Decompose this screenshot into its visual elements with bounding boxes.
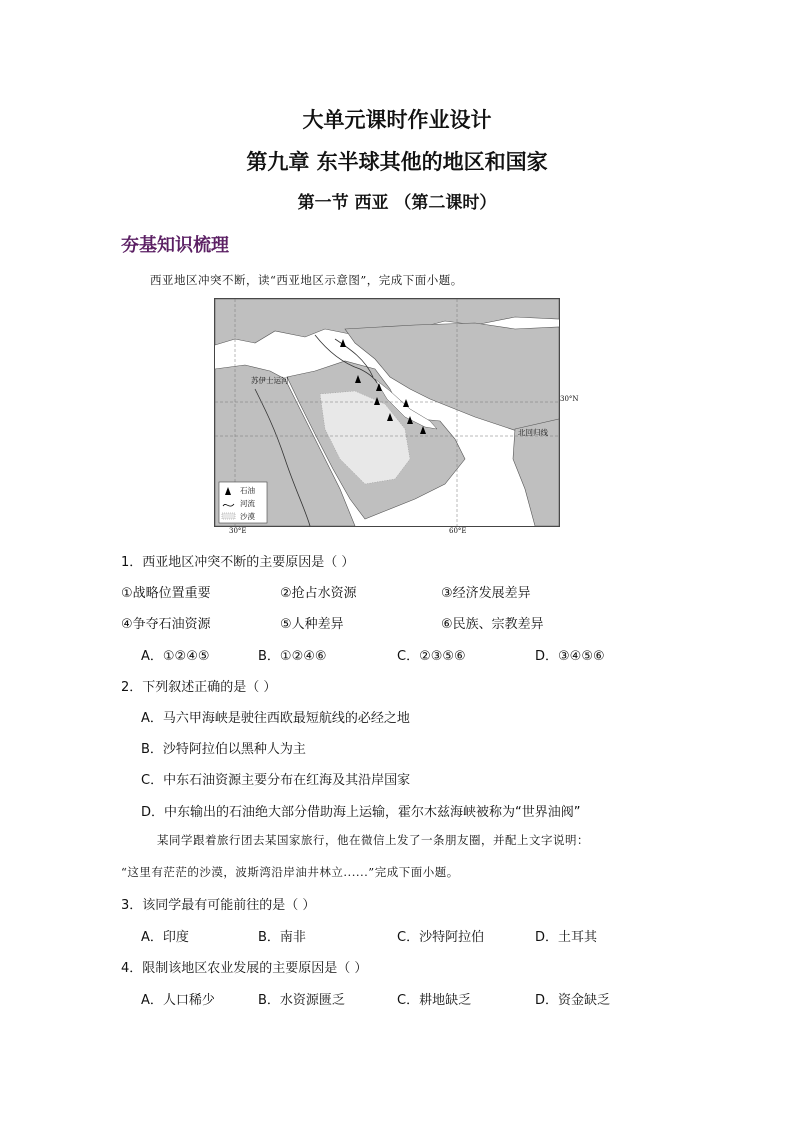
legend-label-desert: 沙漠 — [240, 512, 255, 521]
q1-item: ⑥民族、宗教差异 — [441, 617, 544, 632]
q4-stem: 4．限制该地区农业发展的主要原因是（ ） — [121, 961, 368, 976]
q4-choice-d[interactable]: D．资金缺乏 — [535, 993, 611, 1008]
q1-item: ③经济发展差异 — [441, 586, 531, 601]
q4-choice-b[interactable]: B．水资源匮乏 — [258, 993, 345, 1008]
q3-stem: 3．该同学最有可能前往的是（ ） — [121, 898, 316, 913]
q1-item: ②抢占水资源 — [280, 586, 357, 601]
page-title: 大单元课时作业设计 — [302, 107, 492, 132]
suez-label: 苏伊士运河 — [251, 376, 289, 385]
q2-stem: 2．下列叙述正确的是（ ） — [121, 680, 277, 695]
chapter-title: 第九章 东半球其他的地区和国家 — [246, 149, 548, 174]
q4-choice-a[interactable]: A．人口稀少 — [141, 993, 215, 1008]
q1-stem: 1．西亚地区冲突不断的主要原因是（ ） — [121, 555, 355, 570]
legend-label-river: 河流 — [240, 499, 255, 508]
map-drawing — [215, 299, 559, 526]
part-heading: 夯基知识梳理 — [121, 235, 229, 256]
q2-choice-a[interactable]: A．马六甲海峡是驶往西欧最短航线的必经之地 — [141, 711, 410, 726]
q3-choice-c[interactable]: C．沙特阿拉伯 — [397, 930, 485, 945]
q1-item: ⑤人种差异 — [280, 617, 344, 632]
west-asia-map — [214, 298, 579, 527]
legend-desert-icon — [222, 513, 235, 519]
lat30-label: 30°N — [560, 395, 579, 403]
q1-choice-a[interactable]: A．①②④⑤ — [141, 649, 210, 664]
q2-choice-b[interactable]: B．沙特阿拉伯以黑种人为主 — [141, 742, 306, 757]
section-title: 第一节 西亚 （第二课时） — [297, 193, 497, 213]
oil-icon — [403, 399, 409, 407]
q1-choice-d[interactable]: D．③④⑤⑥ — [535, 649, 605, 664]
tropic-label: 北回归线 — [518, 428, 548, 437]
q3-choice-b[interactable]: B．南非 — [258, 930, 306, 945]
lon60-label: 60°E — [449, 527, 467, 535]
q1-choice-b[interactable]: B．①②④⑥ — [258, 649, 327, 664]
intro-text-2b: “这里有茫茫的沙漠，波斯湾沿岸油井林立......”完成下面小题。 — [121, 865, 459, 879]
q1-choice-c[interactable]: C．②③⑤⑥ — [397, 649, 466, 664]
q4-choice-c[interactable]: C．耕地缺乏 — [397, 993, 472, 1008]
q2-choice-d[interactable]: D．中东输出的石油绝大部分借助海上运输，霍尔木兹海峡被称为“世界油阀” — [141, 805, 581, 820]
q3-choice-d[interactable]: D．土耳其 — [535, 930, 598, 945]
q1-item: ④争夺石油资源 — [121, 617, 211, 632]
intro-text-2a: 某同学跟着旅行团去某国家旅行，他在微信上发了一条朋友圈，并配上文字说明： — [157, 833, 589, 847]
q2-choice-c[interactable]: C．中东石油资源主要分布在红海及其沿岸国家 — [141, 773, 411, 788]
lon30-label: 30°E — [229, 527, 247, 535]
q1-item: ①战略位置重要 — [121, 586, 211, 601]
q3-choice-a[interactable]: A．印度 — [141, 930, 189, 945]
intro-text-1: 西亚地区冲突不断，读“西亚地区示意图”，完成下面小题。 — [150, 273, 463, 287]
legend-label-oil: 石油 — [240, 486, 255, 495]
